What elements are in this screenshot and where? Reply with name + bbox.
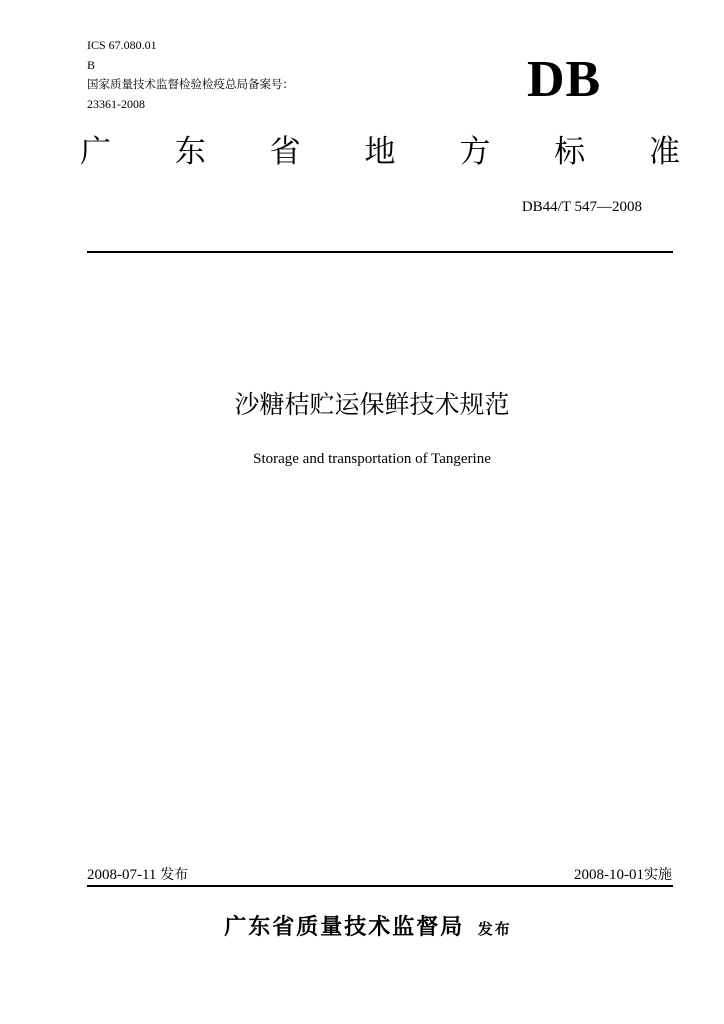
standard-type-char: 标 xyxy=(554,134,586,170)
implementation-label: 实施 xyxy=(644,867,672,883)
issuer-line xyxy=(0,910,724,941)
issue-label: 发布 xyxy=(160,867,189,883)
implementation-date: 2008-10-01 xyxy=(574,867,644,883)
bottom-divider xyxy=(87,885,673,887)
issuer-suffix: 发布 xyxy=(477,920,512,938)
implementation-date-line xyxy=(574,866,672,884)
standard-type-char: 省 xyxy=(269,134,301,170)
issue-date-line xyxy=(87,866,188,884)
db-mark: DB xyxy=(527,51,602,108)
standard-type xyxy=(80,132,680,172)
issuer-name: 广东省质量技术监督局 xyxy=(224,915,465,940)
standard-type-char: 地 xyxy=(364,134,396,170)
classification-code: B xyxy=(87,58,96,72)
standard-type-char: 方 xyxy=(459,134,491,170)
title-chinese: 沙糖桔贮运保鲜技术规范 xyxy=(234,390,510,419)
standard-type-char: 东 xyxy=(174,134,206,170)
standard-code: DB44/T 547—2008 xyxy=(521,199,642,215)
title-english: Storage and transportation of Tangerine xyxy=(253,451,491,467)
top-divider xyxy=(87,251,673,253)
standard-type-char: 广 xyxy=(80,134,111,170)
filing-number: 23361-2008 xyxy=(87,97,145,111)
filing-label: 国家质量技术监督检验检疫总局备案号： xyxy=(87,77,294,91)
issue-date: 2008-07-11 xyxy=(87,867,157,883)
ics-code: ICS 67.080.01 xyxy=(87,38,157,52)
standard-type-char: 准 xyxy=(648,134,680,170)
